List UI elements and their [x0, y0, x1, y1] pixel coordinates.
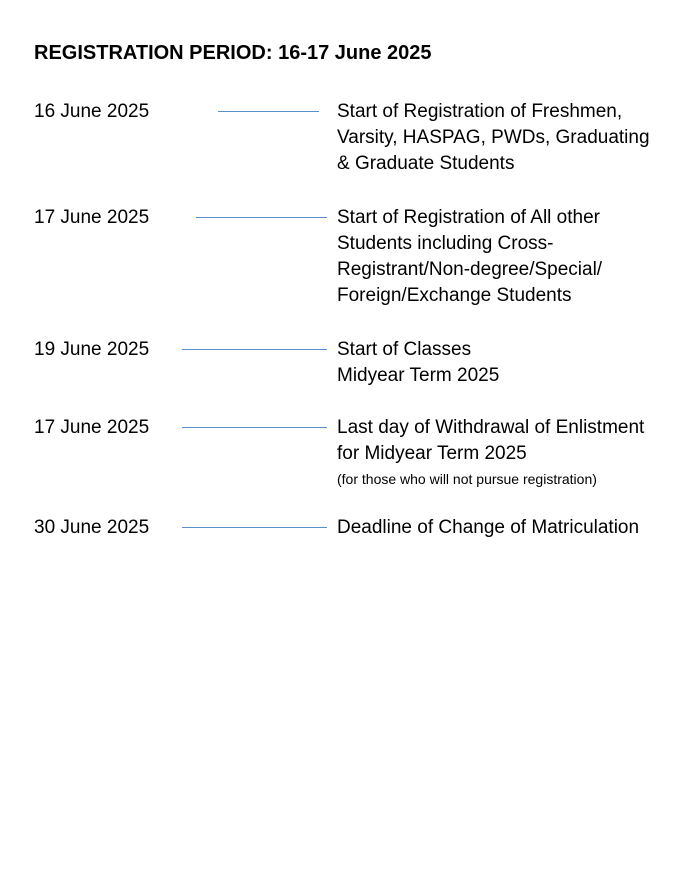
connector-line [196, 217, 327, 218]
entry-description-line: for Midyear Term 2025 [337, 443, 527, 464]
entry-description-line: & Graduate Students [337, 153, 515, 174]
entry-description-line: Registrant/Non-degree/Special/ [337, 259, 603, 280]
entry-date: 17 June 2025 [34, 417, 150, 438]
entry-description-line: Last day of Withdrawal of Enlistment [337, 417, 645, 438]
connector-line [218, 111, 319, 112]
entry-date: 19 June 2025 [34, 339, 150, 360]
entry-description-line: Foreign/Exchange Students [337, 285, 572, 306]
entry-description-line: Students including Cross- [337, 233, 554, 254]
entry-description-line: Midyear Term 2025 [337, 365, 500, 386]
entry-description-line: Start of Registration of All other [337, 207, 600, 228]
entry-description [337, 99, 682, 177]
entry-date: 30 June 2025 [34, 517, 150, 538]
connector-line [182, 527, 327, 528]
page-title: REGISTRATION PERIOD: 16-17 June 2025 [34, 42, 432, 64]
entry-description [337, 205, 682, 309]
entry-description-line: Varsity, HASPAG, PWDs, Graduating [337, 127, 650, 148]
connector-line [182, 427, 327, 428]
entry-description-line: Deadline of Change of Matriculation [337, 517, 640, 538]
entry-description [337, 415, 682, 489]
entry-description-line: Start of Registration of Freshmen, [337, 101, 623, 122]
entry-date: 17 June 2025 [34, 207, 150, 228]
entry-date: 16 June 2025 [34, 101, 150, 122]
entry-description [337, 337, 682, 389]
entry-description-line: Start of Classes [337, 339, 472, 360]
entry-note: (for those who will not pursue registration) [337, 471, 597, 487]
entry-description [337, 515, 682, 541]
connector-line [182, 349, 327, 350]
